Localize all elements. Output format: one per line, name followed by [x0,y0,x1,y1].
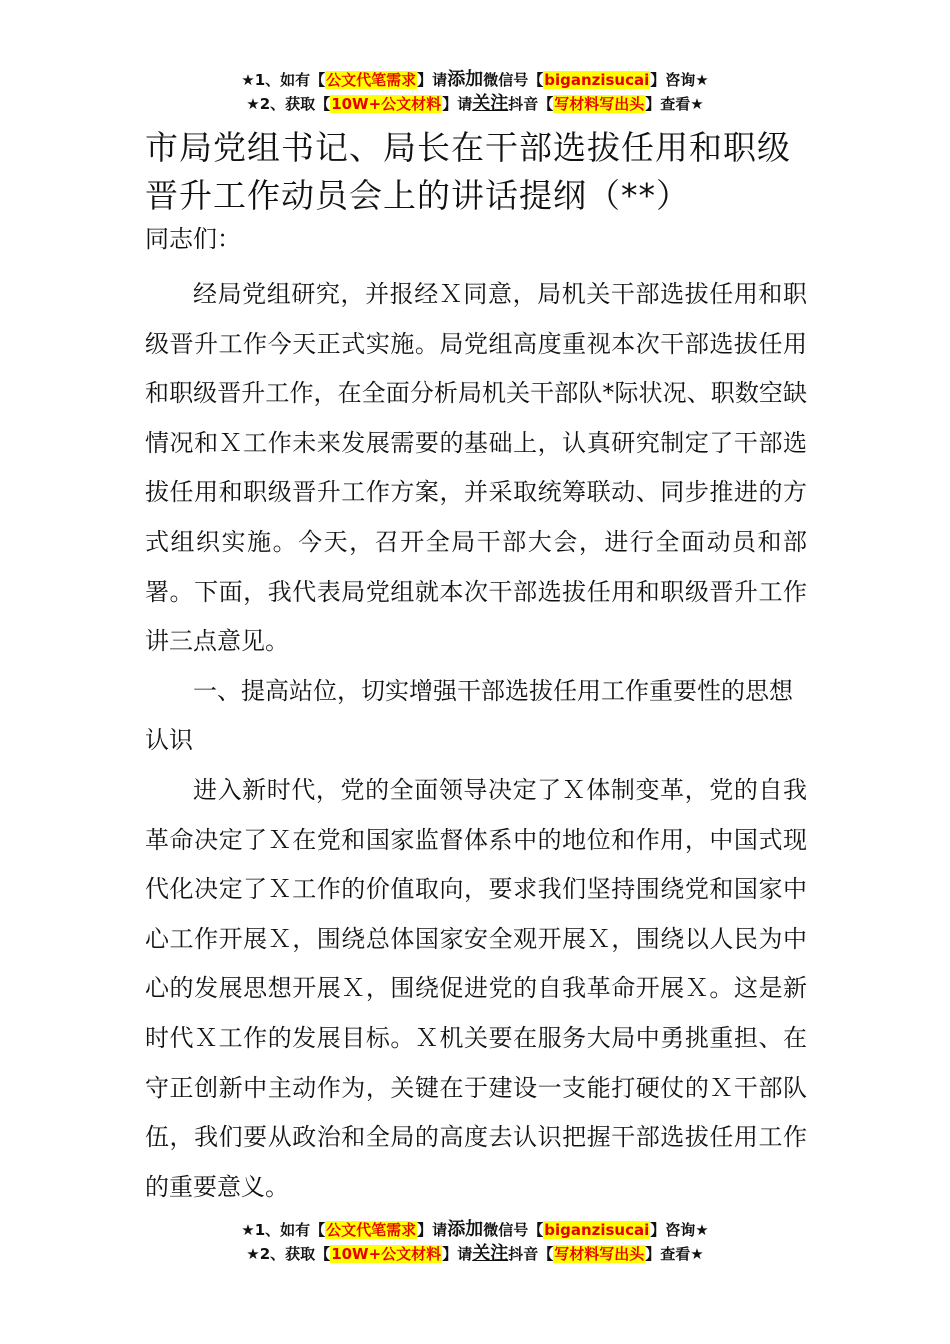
promo-line-1 [0,68,950,92]
promo-text: 】咨询★ [650,71,709,89]
promo-highlight: 10W+公文材料 [331,95,442,113]
promo-text: 】咨询★ [650,1221,709,1239]
promo-text: 】请 [417,71,448,89]
promo-text: 】查看★ [645,95,704,113]
promo-line-1 [0,1218,950,1242]
paragraph-1: 经局党组研究，并报经Ｘ同意，局机关干部选拔任用和职级晋升工作今天正式实施。局党组高度重视本次干部选拔任用和职级晋升工作，在全面分析局机关干部队*际状况、职数空缺情况和Ｘ工作未来发展需要的基础上，认真研究制定了干部选拔任用和职级晋升工作方案，并采取统筹联动、同步推进的方式组织实施。今天，召开全局干部大会，进行全面动员和部署。下面，我代表局党组就本次干部选拔任用和职级晋升工作讲三点意见。 [145,280,807,656]
document-body [145,124,807,1212]
promo-line-2 [0,1242,950,1266]
salutation: 同志们： [145,225,241,253]
promo-emphasis: 关注 [472,1243,509,1264]
promo-emphasis: 添加 [447,1219,484,1240]
promo-emphasis: 关注 [472,93,509,114]
promo-line-2 [0,92,950,116]
paragraph-2: 进入新时代，党的全面领导决定了Ｘ体制变革，党的自我革命决定了Ｘ在党和国家监督体系中的地位和作用，中国式现代化决定了Ｘ工作的价值取向，要求我们坚持围绕党和国家中心工作开展Ｘ，围绕总体国家安全观开展Ｘ，围绕以人民为中心的发展思想开展Ｘ，围绕促进党的自我革命开展Ｘ。这是新时代Ｘ工作的发展目标。Ｘ机关要在服务大局中勇挑重担、在守正创新中主动作为，关键在于建设一支能打硬仗的Ｘ干部队伍，我们要从政治和全局的高度去认识把握干部选拔任用工作的重要意义。 [145,775,807,1201]
promo-text: 】请 [442,95,473,113]
document-title: 市局党组书记、局长在干部选拔任用和职级晋升工作动员会上的讲话提纲（**） [145,128,791,215]
promo-text: 】请 [417,1221,448,1239]
promo-text: ★2、获取【 [246,95,331,113]
promo-wechat-id: biganzisucai [544,1221,650,1239]
promo-highlight: 10W+公文材料 [331,1245,442,1263]
promo-text: 】查看★ [645,1245,704,1263]
promo-wechat-id: biganzisucai [544,71,650,89]
promo-account-name: 写材料写出头 [554,95,645,113]
section-heading-1: 一、提高站位，切实增强干部选拔任用工作重要性的思想认识 [145,676,793,755]
promo-text: 抖音【 [508,95,554,113]
promo-text: ★1、如有【 [241,71,326,89]
promo-text: ★1、如有【 [241,1221,326,1239]
promo-text: ★2、获取【 [246,1245,331,1263]
promo-text: 】请 [442,1245,473,1263]
promo-highlight: 公文代笔需求 [326,1221,417,1239]
promo-header [0,68,950,116]
promo-footer [0,1218,950,1266]
promo-emphasis: 添加 [447,69,484,90]
promo-text: 抖音【 [508,1245,554,1263]
promo-text: 微信号【 [483,71,544,89]
promo-text: 微信号【 [483,1221,544,1239]
promo-highlight: 公文代笔需求 [326,71,417,89]
promo-account-name: 写材料写出头 [554,1245,645,1263]
